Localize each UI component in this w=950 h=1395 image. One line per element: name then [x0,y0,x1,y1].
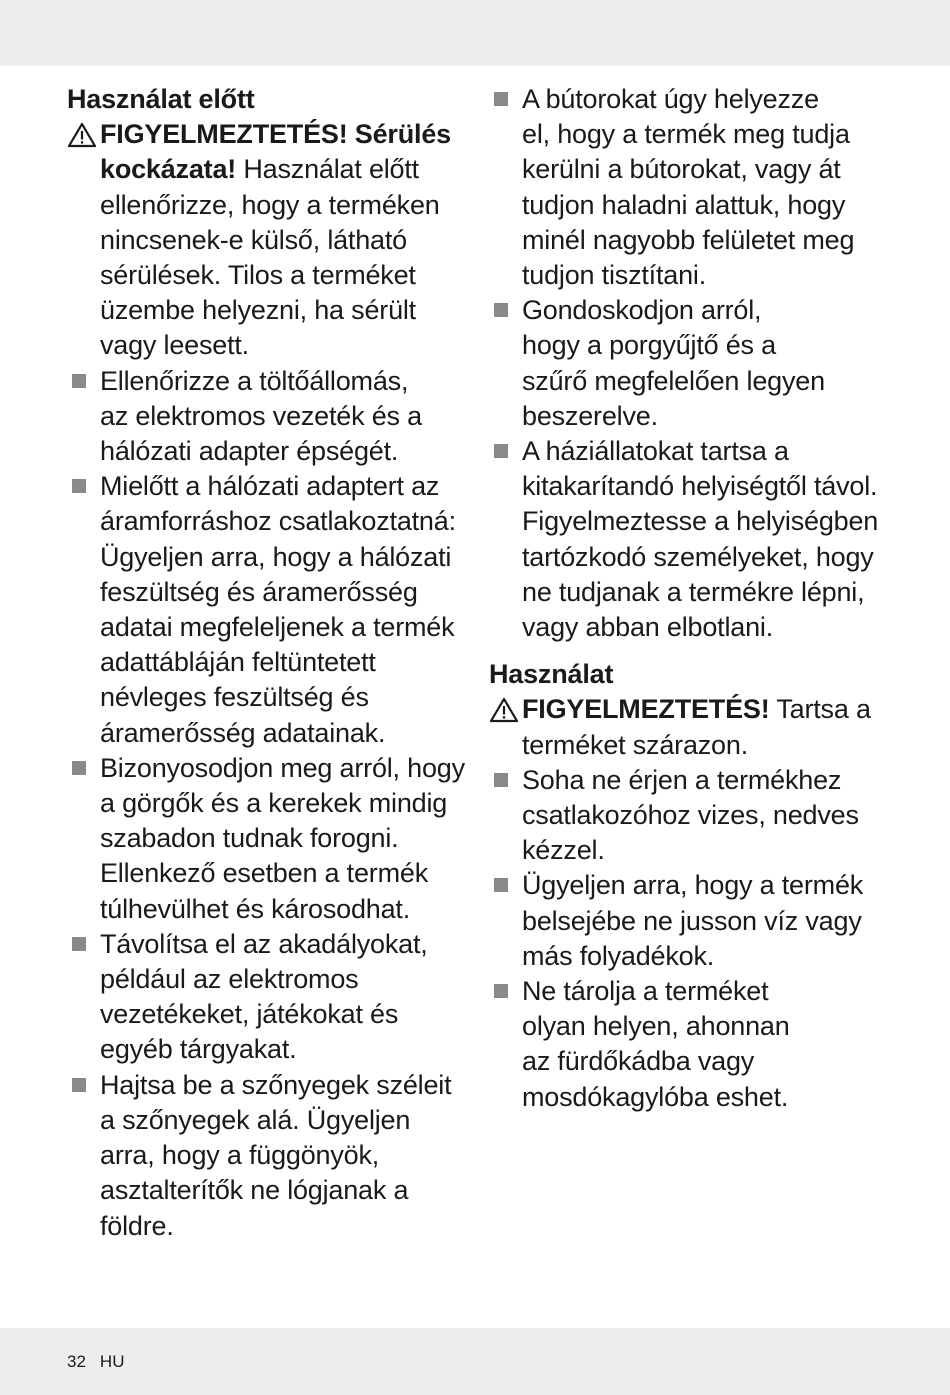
list-item-line: kerülni a bútorokat, vagy át [522,154,841,185]
list-item-line: Gondoskodjon arról, [522,295,762,326]
list-item-line: Hajtsa be a szőnyegek széleit [100,1069,452,1100]
warning-text-line: vagy leesett. [100,330,249,361]
warning-text-line: nincsenek-e külső, látható [100,224,407,255]
warning-bold-text: FIGYELMEZTETÉS! [522,694,770,725]
list-item [489,434,889,645]
square-bullet-icon [72,761,86,775]
page-footer [67,1352,124,1372]
warning-triangle-icon [67,122,97,148]
list-item-line: beszerelve. [522,400,658,431]
square-bullet-icon [494,878,508,892]
square-bullet-icon [494,444,508,458]
list-item-line: A bútorokat úgy helyezze [522,84,819,114]
list-item-line: A háziállatokat tartsa a [522,436,789,467]
list-item-line: vagy abban elbotlani. [522,612,773,643]
list-item-line: a görgők és a kerekek mindig [100,788,448,819]
list-item-line: túlhevülhet és károsodhat. [100,893,411,924]
list-item-line: csatlakozóhoz vizes, nedves [522,800,859,831]
list-item-line: minél nagyobb felületet meg [522,224,855,255]
left-column [67,82,477,1244]
list-item-line: tudjon tisztítani. [522,260,707,291]
list-item-line: Ne tárolja a terméket [522,976,769,1007]
list-item-line: asztalterítők ne lógjanak a [100,1175,409,1206]
warning-text-line: ellenőrizze, hogy a terméken [100,189,440,220]
square-bullet-icon [72,479,86,493]
list-item [489,293,889,434]
list-item [67,1068,477,1244]
list-item-line: Távolítsa el az akadályokat, [100,928,428,959]
warning-text-line: üzembe helyezni, ha sérült [100,295,416,326]
list-item-line: áramforráshoz csatlakoztatná: [100,506,456,537]
right-column [489,82,889,1115]
list-item-line: tartózkodó személyeket, hogy [522,541,874,572]
list-item-line: belsejébe ne jusson víz vagy [522,905,862,936]
list-item-line: feszültség és áramerősség [100,576,418,607]
list-item [489,763,889,869]
list-item-line: Mielőtt a hálózati adaptert az [100,471,440,502]
bottom-band [0,1328,950,1395]
list-item-line: Bizonyosodjon meg arról, hogy [100,752,465,783]
list-item-line: névleges feszültség és [100,682,369,713]
square-bullet-icon [494,303,508,317]
warning-bold-line: kockázata! [100,154,237,185]
list-item-line: szűrő megfelelően legyen [522,365,825,396]
warning-text-line: terméket szárazon. [522,729,748,760]
square-bullet-icon [494,984,508,998]
list-item-line: az elektromos vezeték és a [100,400,422,431]
list-item-line: Ügyeljen arra, hogy a termék [522,870,864,901]
square-bullet-icon [72,937,86,951]
list-item [67,364,477,470]
list-item-line: tudjon haladni alattuk, hogy [522,189,846,220]
list-item-line: el, hogy a termék meg tudja [522,119,850,150]
list-item-line: olyan helyen, ahonnan [522,1011,790,1042]
list-item-line: Ügyeljen arra, hogy a hálózati [100,541,452,572]
list-item-line: Figyelmeztesse a helyiségben [522,506,879,537]
list-item [489,868,889,974]
list-item-line: Ellenkező esetben a termék [100,858,428,889]
list-item-line: vezetékeket, játékokat és [100,999,399,1030]
square-bullet-icon [72,1078,86,1092]
top-band [0,0,950,66]
section-heading-before-use: Használat előtt [67,84,255,114]
list-item-line: ne tudjanak a termékre lépni, [522,576,865,607]
list-item-line: áramerősség adatainak. [100,717,386,748]
list-item [67,469,477,751]
language-code: HU [99,1352,125,1371]
list-item-line: például az elektromos [100,964,359,995]
warning-triangle-icon [489,697,519,723]
list-item-line: más folyadékok. [522,940,715,971]
square-bullet-icon [72,374,86,388]
warning-text: Tartsa a [769,694,871,725]
list-item-line: egyéb tárgyakat. [100,1034,297,1065]
section-heading-use: Használat [489,659,614,690]
warning-text-line: sérülések. Tilos a terméket [100,260,416,291]
list-item [67,927,477,1068]
warning-text: Használat előtt [236,154,419,185]
list-item-line: arra, hogy a függönyök, [100,1140,380,1171]
square-bullet-icon [494,773,508,787]
list-item-line: adatai megfeleljenek a termék [100,612,455,643]
list-item-line: az fürdőkádba vagy [522,1046,755,1077]
warning-block [489,692,889,762]
list-item-line: a szőnyegek alá. Ügyeljen [100,1104,411,1135]
list-item [489,82,889,293]
page-number: 32 [67,1352,86,1371]
warning-bold-line: FIGYELMEZTETÉS! Sérülés [100,119,451,150]
list-item-line: hálózati adapter épségét. [100,436,399,467]
list-item-line: adattábláján feltüntetett [100,647,376,678]
list-item [489,974,889,1115]
list-item-line: mosdókagylóba eshet. [522,1081,789,1112]
list-item-line: kézzel. [522,835,605,866]
list-item-line: Ellenőrizze a töltőállomás, [100,365,409,396]
warning-block [67,117,477,363]
square-bullet-icon [494,92,508,106]
list-item-line: földre. [100,1210,174,1241]
list-item-line: kitakarítandó helyiségtől távol. [522,471,878,502]
list-item [67,751,477,927]
list-item-line: Soha ne érjen a termékhez [522,764,842,795]
list-item-line: hogy a porgyűjtő és a [522,330,776,361]
list-item-line: szabadon tudnak forogni. [100,823,399,854]
